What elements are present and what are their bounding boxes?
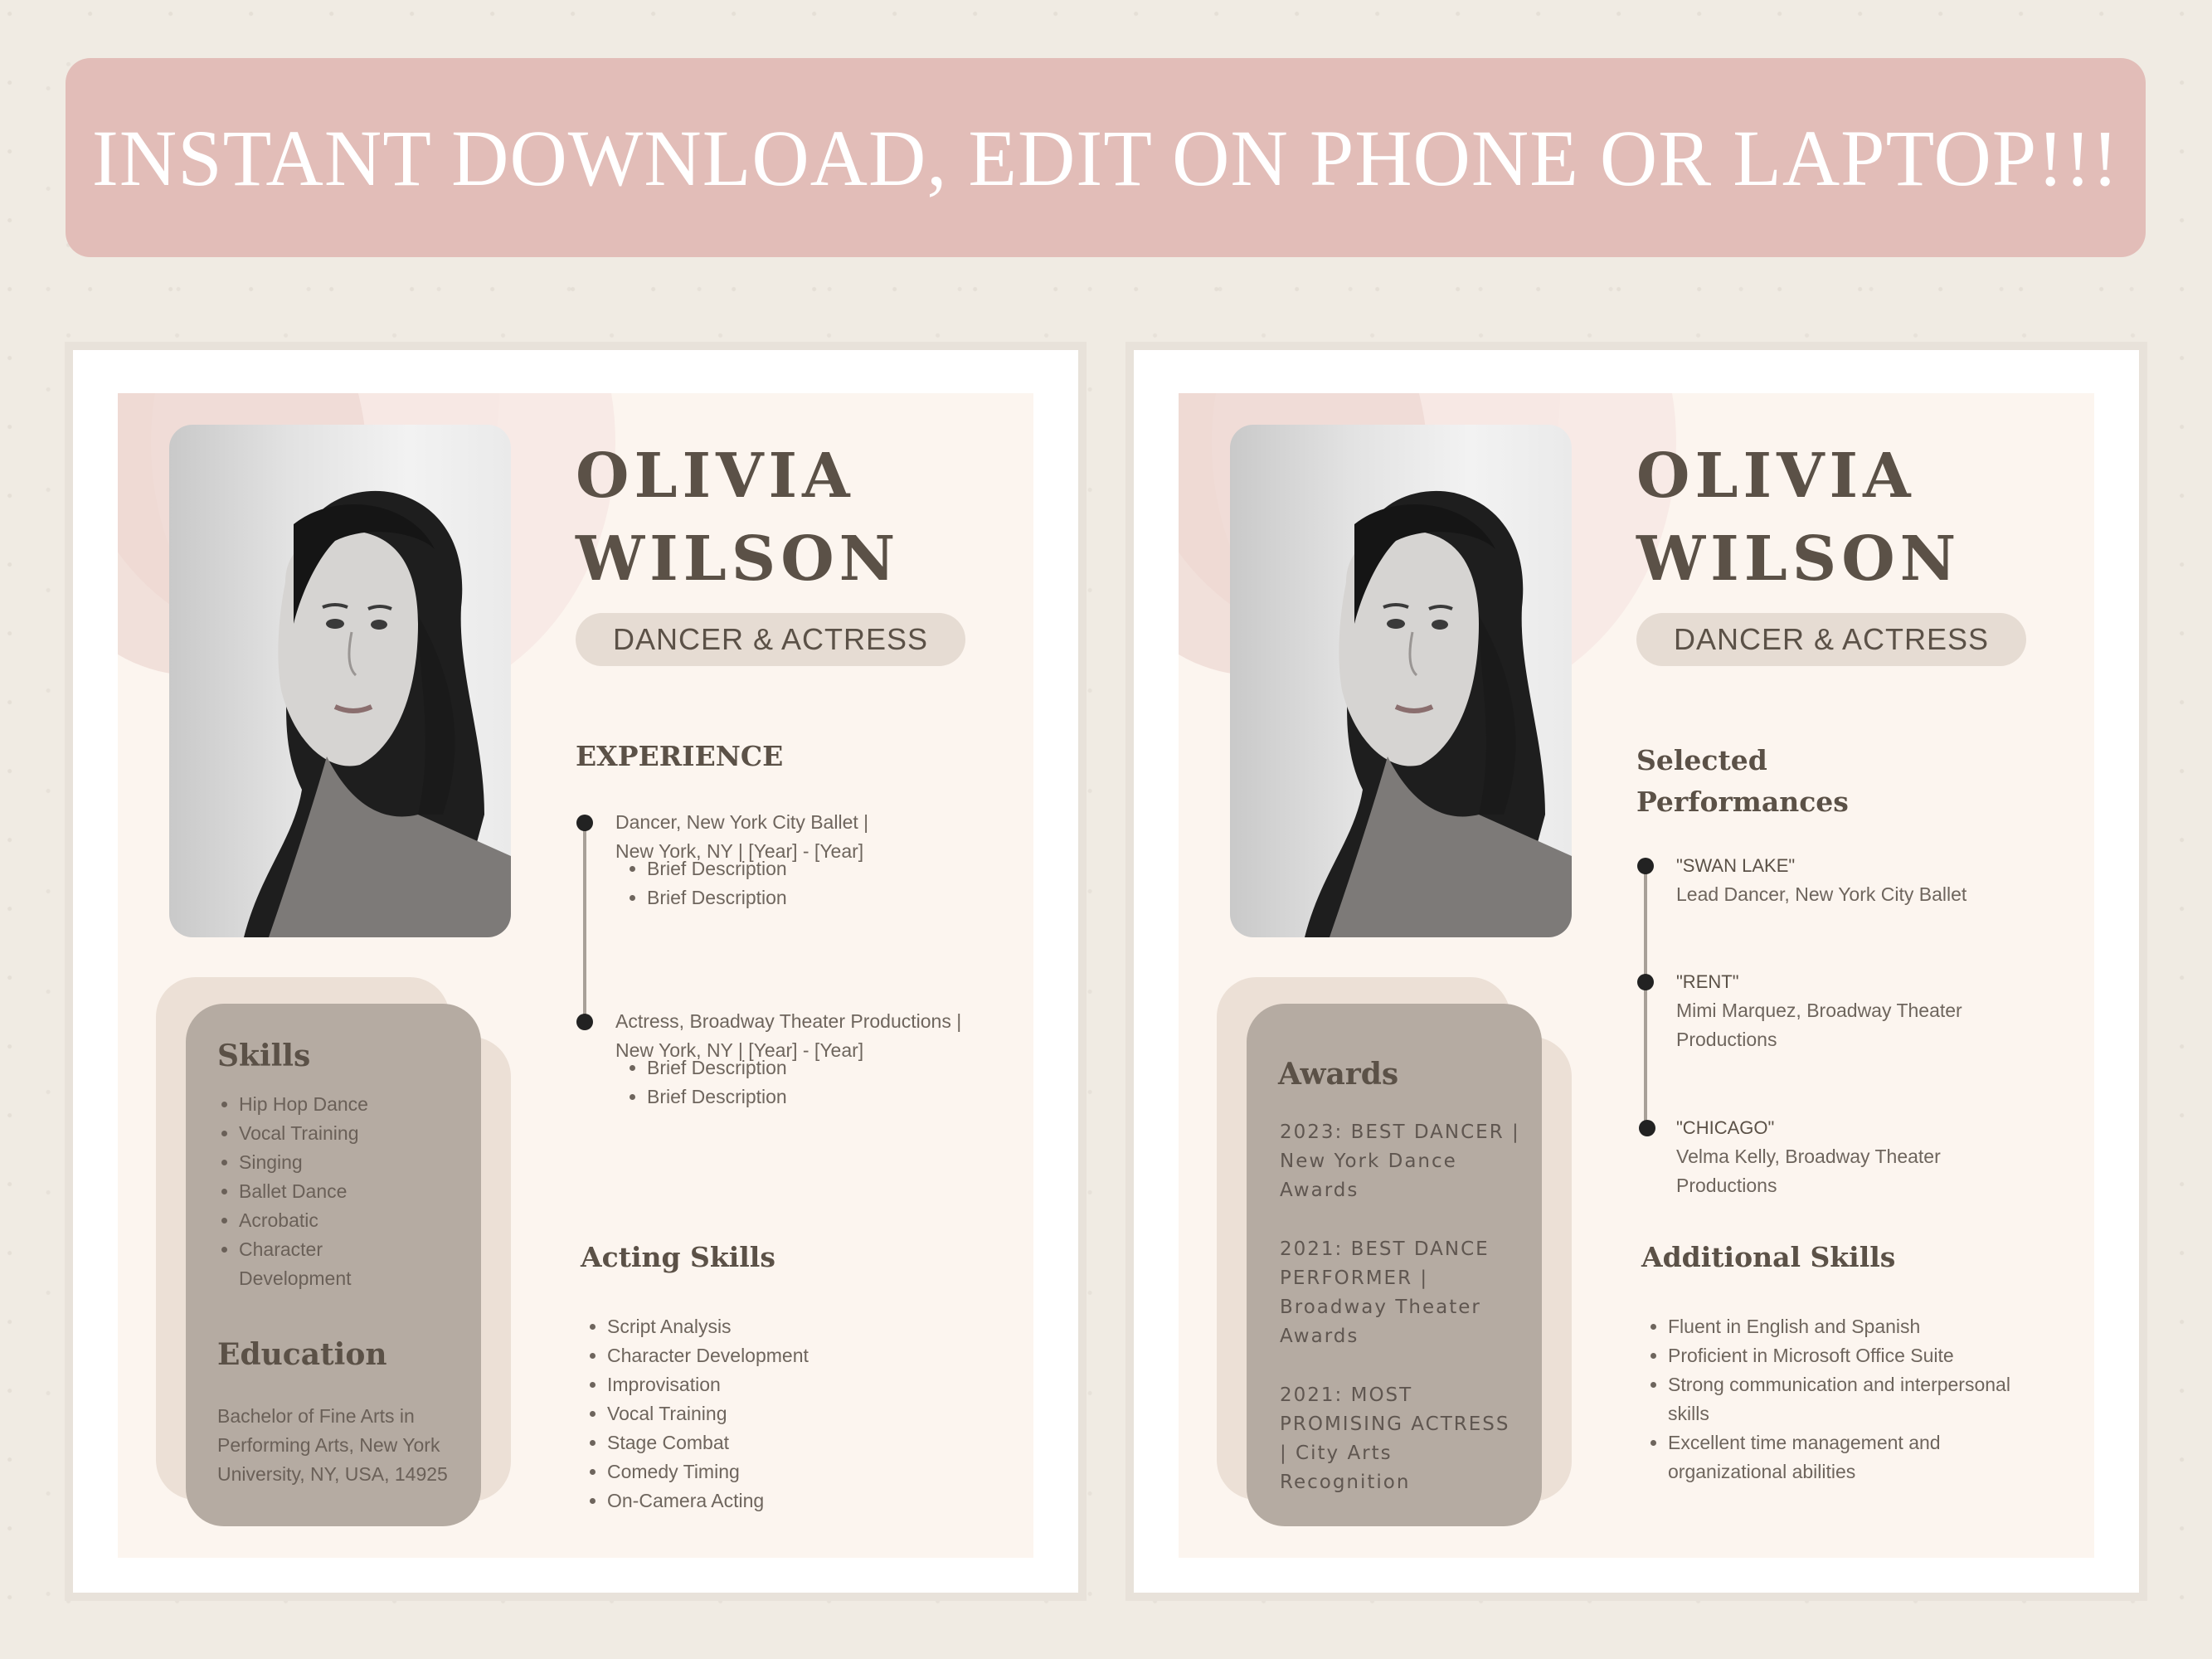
performances-heading bbox=[1636, 740, 1849, 823]
banner-text: INSTANT DOWNLOAD, EDIT ON PHONE OR LAPTOP!!! bbox=[91, 113, 2120, 202]
list-item: • Character Development bbox=[607, 1341, 809, 1370]
list-item: • Vocal Training bbox=[607, 1399, 809, 1428]
additional-skills-heading: Additional Skills bbox=[1641, 1241, 1896, 1273]
list-item: • Fluent in English and Spanish bbox=[1668, 1312, 2016, 1341]
performance-entry bbox=[1676, 851, 2041, 909]
name-first: OLIVIA bbox=[576, 440, 855, 512]
promo-banner bbox=[66, 58, 2146, 257]
role-pill: DANCER & ACTRESS bbox=[576, 613, 965, 666]
portrait-illustration bbox=[169, 425, 511, 937]
acting-skills-list bbox=[584, 1312, 809, 1515]
timeline-dot bbox=[1639, 1120, 1655, 1136]
timeline-line bbox=[583, 821, 586, 1020]
experience-bullets bbox=[624, 1053, 787, 1112]
performance-role: Velma Kelly, Broadway Theater Productions bbox=[1676, 1146, 1941, 1196]
experience-bullets bbox=[624, 854, 787, 912]
experience-entry-line: Actress, Broadway Theater Productions | bbox=[615, 1010, 962, 1032]
list-item: • Singing bbox=[239, 1148, 388, 1177]
list-item: • Brief Description bbox=[647, 854, 787, 883]
awards-list bbox=[1280, 1118, 1520, 1527]
list-item: • Strong communication and interpersonal skills bbox=[1668, 1370, 2016, 1428]
list-item: • On-Camera Acting bbox=[607, 1486, 809, 1515]
name-last: WILSON bbox=[1636, 523, 1962, 595]
portrait-photo bbox=[1230, 425, 1572, 937]
list-item: • Improvisation bbox=[607, 1370, 809, 1399]
resume-page bbox=[1179, 393, 2094, 1558]
name-first: OLIVIA bbox=[1636, 440, 1916, 512]
acting-skills-heading: Acting Skills bbox=[581, 1241, 775, 1273]
list-item: • Comedy Timing bbox=[607, 1457, 809, 1486]
experience-entry-line: Dancer, New York City Ballet | bbox=[615, 811, 869, 833]
award-item: 2023: BEST DANCER | New York Dance Awards bbox=[1280, 1121, 1520, 1201]
performance-role: Mimi Marquez, Broadway Theater Productions bbox=[1676, 1000, 1962, 1050]
resume-page bbox=[118, 393, 1033, 1558]
list-item: • Acrobatic bbox=[239, 1206, 388, 1235]
performance-role: Lead Dancer, New York City Ballet bbox=[1676, 883, 1967, 905]
list-item: • Character Development bbox=[239, 1235, 388, 1293]
name-last: WILSON bbox=[576, 523, 901, 595]
timeline-dot bbox=[1637, 858, 1654, 874]
performance-entry bbox=[1676, 967, 2025, 1054]
award-item: 2021: BEST DANCE PERFORMER | Broadway Theater Awards bbox=[1280, 1238, 1490, 1347]
performance-title: "SWAN LAKE" bbox=[1676, 855, 1796, 876]
list-item: • Vocal Training bbox=[239, 1119, 388, 1148]
list-item: • Script Analysis bbox=[607, 1312, 809, 1341]
performance-title: "CHICAGO" bbox=[1676, 1117, 1775, 1138]
performances-heading-line: Selected bbox=[1636, 744, 1767, 776]
timeline-dot bbox=[1637, 974, 1654, 990]
award-item: 2021: MOST PROMISING ACTRESS | City Arts Recognition bbox=[1280, 1384, 1510, 1493]
timeline-dot bbox=[576, 1014, 593, 1030]
additional-skills-list bbox=[1645, 1312, 2016, 1486]
experience-entry-line: New York, NY | [Year] - [Year] bbox=[615, 840, 864, 862]
list-item: • Brief Description bbox=[647, 1053, 787, 1082]
portrait-photo bbox=[169, 425, 511, 937]
education-heading: Education bbox=[217, 1337, 387, 1372]
resume-sheet-left bbox=[65, 342, 1087, 1601]
list-item: • Brief Description bbox=[647, 1082, 787, 1112]
performance-title: "RENT" bbox=[1676, 971, 1739, 992]
list-item: • Brief Description bbox=[647, 883, 787, 912]
education-text: Bachelor of Fine Arts in Performing Arts, New York University, NY, USA, 14925 bbox=[217, 1405, 448, 1485]
experience-entry-line: New York, NY | [Year] - [Year] bbox=[615, 1039, 864, 1061]
candidate-name bbox=[1636, 435, 1961, 601]
performance-entry bbox=[1676, 1113, 2008, 1200]
skills-list bbox=[216, 1090, 388, 1293]
list-item: • Stage Combat bbox=[607, 1428, 809, 1457]
list-item: • Hip Hop Dance bbox=[239, 1090, 388, 1119]
role-pill: DANCER & ACTRESS bbox=[1636, 613, 2026, 666]
skills-heading: Skills bbox=[217, 1039, 311, 1073]
timeline-line bbox=[1644, 864, 1647, 1128]
portrait-illustration bbox=[1230, 425, 1572, 937]
performances-heading-line: Performances bbox=[1636, 786, 1849, 818]
list-item: • Ballet Dance bbox=[239, 1177, 388, 1206]
timeline-dot bbox=[576, 815, 593, 831]
list-item: • Excellent time management and organizational abilities bbox=[1668, 1428, 2016, 1486]
candidate-name bbox=[576, 435, 900, 601]
awards-heading: Awards bbox=[1278, 1057, 1399, 1092]
experience-heading: EXPERIENCE bbox=[576, 740, 784, 772]
list-item: • Proficient in Microsoft Office Suite bbox=[1668, 1341, 2016, 1370]
resume-sheet-right bbox=[1125, 342, 2147, 1601]
